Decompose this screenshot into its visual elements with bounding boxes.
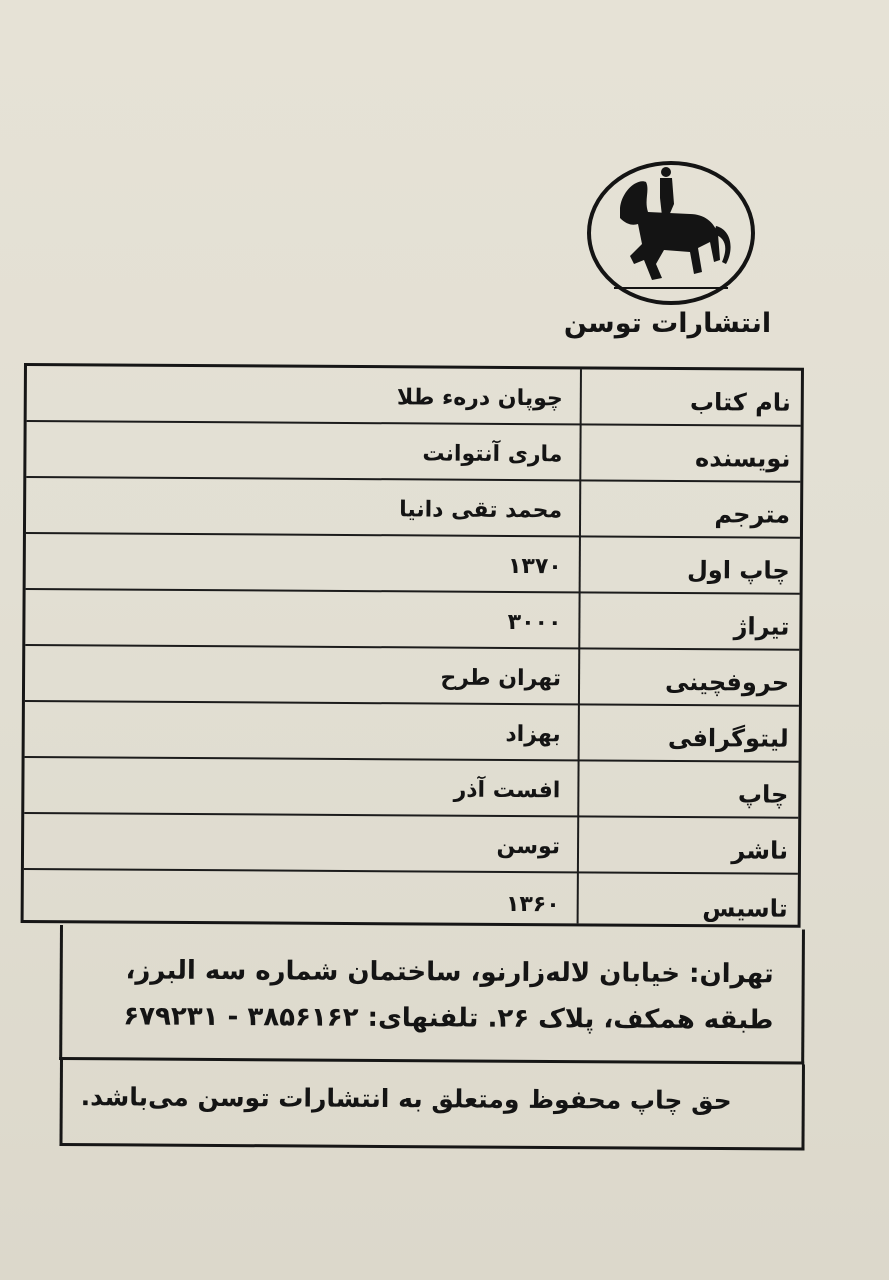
table-row: [25, 702, 799, 763]
table-row: [24, 758, 798, 819]
row-value: افست آذر: [453, 777, 561, 804]
row-label: مترجم: [714, 500, 791, 529]
address-text: تهران: خیابان لاله‌زارنو، ساختمان شماره سه البرز، طبقه همکف، پلاک ۲۶. تلفنهای: ۳۸۵۶۱۶۲ - ۶۷۹۲۳۱: [123, 955, 774, 1036]
row-label: حروفچینی: [664, 667, 790, 697]
details-table: [21, 363, 804, 928]
copyright-box: [59, 1060, 805, 1151]
row-label: لیتوگرافی: [667, 723, 789, 753]
row-label: ناشر: [731, 836, 789, 865]
table-row: [27, 366, 801, 427]
row-label: تیراژ: [733, 612, 790, 641]
row-value: ۱۳۷۰: [507, 553, 562, 580]
row-value: تهران طرح: [440, 665, 562, 692]
copyright-text: حق چاپ محفوظ ومتعلق به انتشارات توسن می‌باشد.: [80, 1082, 732, 1116]
row-value: محمد تقی دانیا: [399, 497, 563, 524]
row-value: ماری آنتوانت: [422, 441, 563, 468]
row-value: ۳۰۰۰: [507, 609, 562, 636]
table-row: [25, 590, 799, 651]
horse-rider-icon: [586, 160, 756, 310]
publisher-name: انتشارات توسن: [563, 308, 772, 339]
row-label: نویسنده: [695, 444, 791, 473]
row-label: چاپ: [737, 780, 789, 809]
table-row: [24, 870, 798, 931]
row-label: نام کتاب: [689, 388, 791, 417]
row-value: چوپان درهء طلا: [396, 385, 563, 412]
table-row: [26, 478, 800, 539]
row-value: ۱۳۶۰: [505, 891, 560, 918]
row-label: تاسیس: [702, 894, 788, 923]
table-row: [24, 814, 798, 875]
row-value: توسن: [496, 833, 561, 860]
table-row: [26, 422, 800, 483]
row-label: چاپ اول: [686, 556, 790, 585]
address-box: [59, 925, 805, 1065]
table-row: [25, 646, 799, 707]
table-row: [26, 534, 800, 595]
row-value: بهزاد: [505, 721, 561, 748]
